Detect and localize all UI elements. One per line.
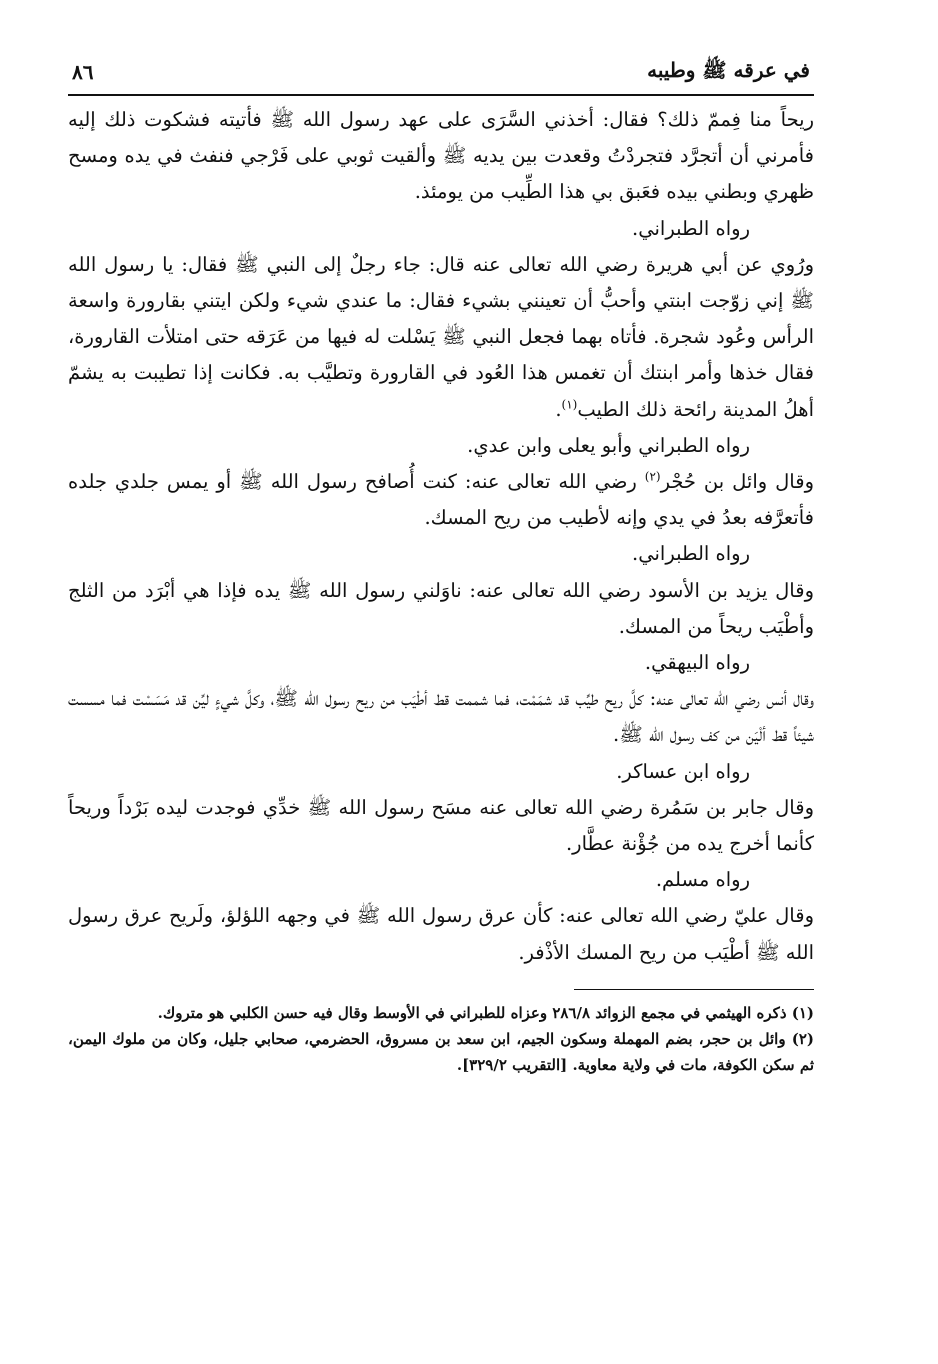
- paragraph-abu-hurayra: [68, 247, 814, 428]
- footnote-2: (٢) وائل بن حجر، بضم المهملة وسكون الجيم، ابن سعد بن مسروق، الحضرمي، صحابي جليل، وكان من ملوك اليمن، ثم سكن الكوفة، مات في ولاية معاوية. [التقريب ٣٢٩/٢].: [68, 1029, 814, 1074]
- main-text: [68, 96, 814, 971]
- narration-source: رواه الطبراني.: [632, 542, 750, 566]
- paragraph-text: ورُوي عن أبي هريرة رضي الله تعالى عنه قال: جاء رجلٌ إلى النبي ﷺ فقال: يا رسول الله ﷺ إني زوّجت ابنتي وأحبُّ أن تعينني بشيء فقال: ما عندي شيء ولكن ايتني بقارورة واسعة الرأس وعُود شجرة. فأتاه بهما فجعل النبي ﷺ يَسْلت له فيها من عَرَقه حتى امتلأت القارورة، فقال خذها وأمر ابنتك أن تغمس هذا العُود في القارورة وتطيَّب به. فكانت إذا تطيبت به يشمّ أهلُ المدينة رائحة ذلك الطيب: [68, 252, 814, 421]
- narration-source: رواه الطبراني.: [632, 216, 750, 240]
- paragraph-wail: [68, 464, 814, 536]
- footnotes: [68, 1000, 814, 1078]
- narration-source: رواه ابن عساكر.: [616, 759, 750, 783]
- paragraph-anas: وقال أنس رضي الله تعالى عنه: كلَّ ريح طيِّب قد شمَمْت، فما شممت قط أطْيَب من ريح رسول الله ﷺ، وكلَّ شيءٍ ليِّن قد مَسَسْت فما مسست شيئاً قط ألْيَن من كف رسول الله ﷺ.: [68, 687, 814, 747]
- page-number: ٨٦: [72, 60, 94, 84]
- footnote-ref[interactable]: (١): [561, 397, 578, 412]
- paragraph-yazid: وقال يزيد بن الأسود رضي الله تعالى عنه: ناوَلني رسول الله ﷺ يده فإذا هي أبْرَد من الثلج وأطْيَب ريحاً من المسك.: [68, 578, 814, 638]
- footnote-divider: [574, 989, 814, 990]
- footnote-1: (١) ذكره الهيثمي في مجمع الزوائد ٢٨٦/٨ وعزاه للطبراني في الأوسط وقال فيه حسن الكلبي هو متروك.: [157, 1003, 814, 1022]
- paragraph-text: رضي الله تعالى عنه: كنت أُصافح رسول الله ﷺ أو يمس جلدي جلده فأتعرَّفه بعدُ في يدي وإنه لأطيب من ريح المسك.: [68, 470, 814, 530]
- paragraph-text: وقال وائل بن حُجْر: [660, 470, 814, 494]
- running-header: [68, 50, 814, 96]
- paragraph-jabir: وقال جابر بن سَمُرة رضي الله تعالى عنه مسَح رسول الله ﷺ خدِّي فوجدت ليده بَرْداً وريحاً كأنما أخرج يده من جُؤْنة عطَّار.: [68, 795, 814, 856]
- narration-source: رواه مسلم.: [655, 868, 750, 892]
- paragraph-end: .: [555, 397, 562, 421]
- narration-source: رواه الطبراني وأبو يعلى وابن عدي.: [467, 433, 750, 457]
- book-page: [68, 50, 814, 1340]
- paragraph-continuation: ريحاً منا فِممّ ذلك؟ فقال: أخذني السَّرَى على عهد رسول الله ﷺ فأتيته فشكوت ذلك إليه فأمرني أن أتجرَّد فتجردْتُ وقعدت بين يديه ﷺ وألقيت ثوبي على فَرْجي فنفث في يده ومسح ظهري وبطني بيده فعَبق بي هذا الطِّيب من يومئذ.: [68, 108, 814, 204]
- paragraph-ali: وقال عليّ رضي الله تعالى عنه: كأن عرق رسول الله ﷺ في وجهه اللؤلؤ، ولَريح عرق رسول الله ﷺ أطْيَب من ريح المسك الأذْفر.: [68, 904, 814, 964]
- footnote-ref[interactable]: (٢): [644, 469, 661, 484]
- narration-source: رواه البيهقي.: [644, 651, 750, 675]
- running-title: في عرقه ﷺ وطيبه: [647, 57, 810, 82]
